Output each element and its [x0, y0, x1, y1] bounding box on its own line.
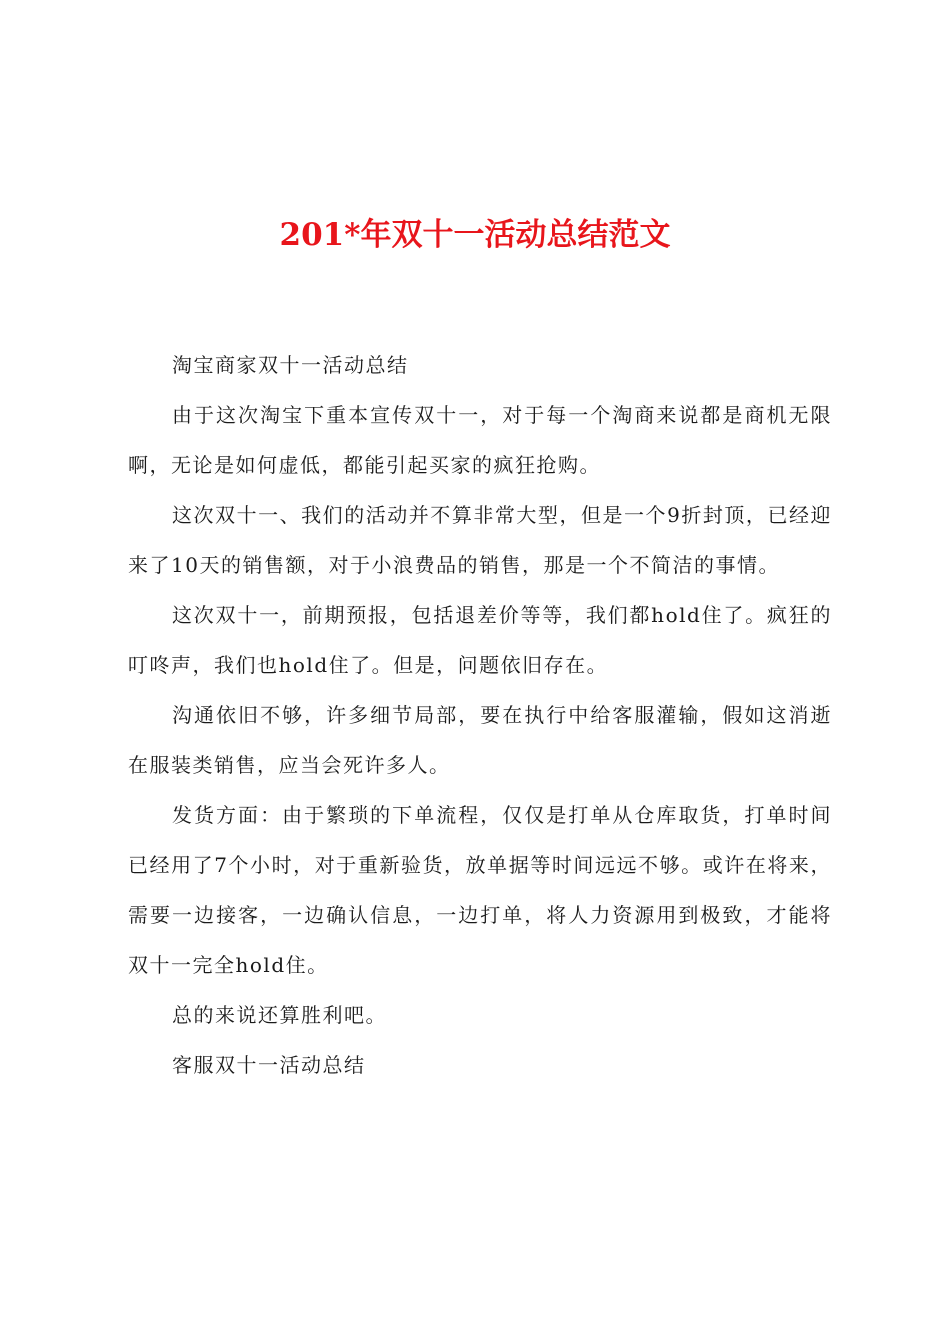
paragraph-conclusion: 总的来说还算胜利吧。: [172, 1003, 387, 1027]
document-body: [128, 340, 832, 1090]
paragraph-communication: 沟通依旧不够，许多细节局部，要在执行中给客服灌输，假如这消逝在服装类销售，应当会死许多人。: [128, 703, 832, 777]
paragraph-promotion: 由于这次淘宝下重本宣传双十一，对于每一个淘商来说都是商机无限啊，无论是如何虚低，都能引起买家的疯狂抢购。: [128, 403, 832, 477]
paragraph-shipping: 发货方面：由于繁琐的下单流程，仅仅是打单从仓库取货，打单时间已经用了7个小时，对于重新验货，放单据等时间远远不够。或许在将来，需要一边接客，一边确认信息，一边打单，将人力资源用到极致，才能将双十一完全hold住。: [128, 803, 832, 977]
paragraph-activity-scale: 这次双十一、我们的活动并不算非常大型，但是一个9折封顶，已经迎来了10天的销售额，对于小浪费品的销售，那是一个不简洁的事情。: [128, 503, 832, 577]
paragraph-section-heading-service: 客服双十一活动总结: [172, 1053, 366, 1077]
document-title: 201*年双十一活动总结范文: [279, 217, 671, 253]
paragraph-hold: 这次双十一，前期预报，包括退差价等等，我们都hold住了。疯狂的叮咚声，我们也hold住了。但是，问题依旧存在。: [128, 603, 832, 677]
paragraph-section-heading-merchant: 淘宝商家双十一活动总结: [172, 353, 409, 377]
